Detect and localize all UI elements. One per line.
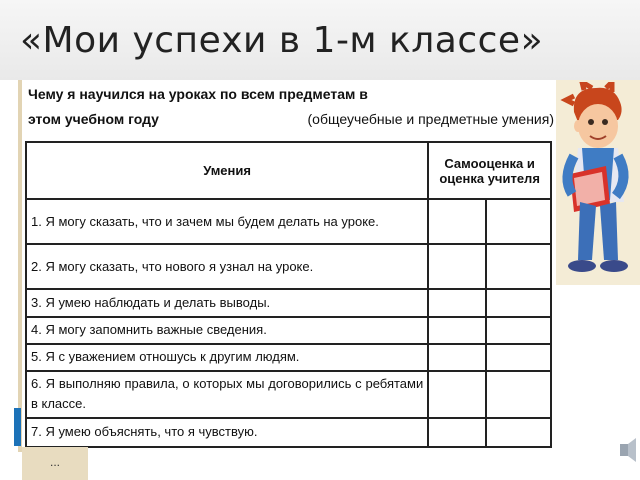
teacher-assessment-cell[interactable]: [486, 418, 551, 447]
speaker-icon[interactable]: [618, 436, 640, 464]
self-assessment-cell[interactable]: [428, 289, 486, 316]
self-assessment-cell[interactable]: [428, 317, 486, 344]
skill-text: 2. Я могу сказать, что нового я узнал на уроке.: [26, 244, 428, 289]
teacher-assessment-cell[interactable]: [486, 199, 551, 244]
intro-text: [28, 82, 554, 132]
self-assessment-cell[interactable]: [428, 418, 486, 447]
table-row: [26, 371, 551, 418]
teacher-assessment-cell[interactable]: [486, 371, 551, 418]
self-assessment-cell[interactable]: [428, 371, 486, 418]
slide-title: «Мои успехи в 1-м классе»: [20, 20, 544, 61]
skill-text: 3. Я умею наблюдать и делать выводы.: [26, 289, 428, 316]
skills-table: [25, 141, 552, 448]
table-row: [26, 418, 551, 447]
skill-text: 1. Я могу сказать, что и зачем мы будем делать на уроке.: [26, 199, 428, 244]
intro-heading-cont: этом учебном году: [28, 111, 159, 127]
teacher-assessment-cell[interactable]: [486, 289, 551, 316]
teacher-assessment-cell[interactable]: [486, 244, 551, 289]
self-assessment-cell[interactable]: [428, 244, 486, 289]
table-header-row: [26, 142, 551, 199]
skill-text: 5. Я с уважением отношусь к другим людям.: [26, 344, 428, 371]
header-assessment: Самооценка и оценка учителя: [428, 142, 551, 199]
teacher-assessment-cell[interactable]: [486, 317, 551, 344]
boy-with-book-icon: [544, 82, 640, 282]
skill-text: 4. Я могу запомнить важные сведения.: [26, 317, 428, 344]
table-row: [26, 344, 551, 371]
intro-line-1: [28, 82, 554, 107]
intro-note: (общеучебные и предметные умения): [307, 111, 554, 127]
table-row: [26, 199, 551, 244]
skill-text: 6. Я выполняю правила, о которых мы договорились с ребятами в классе.: [26, 371, 428, 418]
intro-heading: Чему я научился на уроках по всем предметам в: [28, 86, 368, 102]
table-row: [26, 317, 551, 344]
ellipsis-text: ...: [49, 455, 60, 469]
skill-text: 7. Я умею объяснять, что я чувствую.: [26, 418, 428, 447]
intro-line-2: [28, 107, 554, 132]
table-row: [26, 289, 551, 316]
bottom-tab: [22, 447, 88, 480]
self-assessment-cell[interactable]: [428, 344, 486, 371]
blue-edge-decor: [14, 408, 21, 446]
self-assessment-cell[interactable]: [428, 199, 486, 244]
table-row: [26, 244, 551, 289]
teacher-assessment-cell[interactable]: [486, 344, 551, 371]
header-skills: Умения: [26, 142, 428, 199]
